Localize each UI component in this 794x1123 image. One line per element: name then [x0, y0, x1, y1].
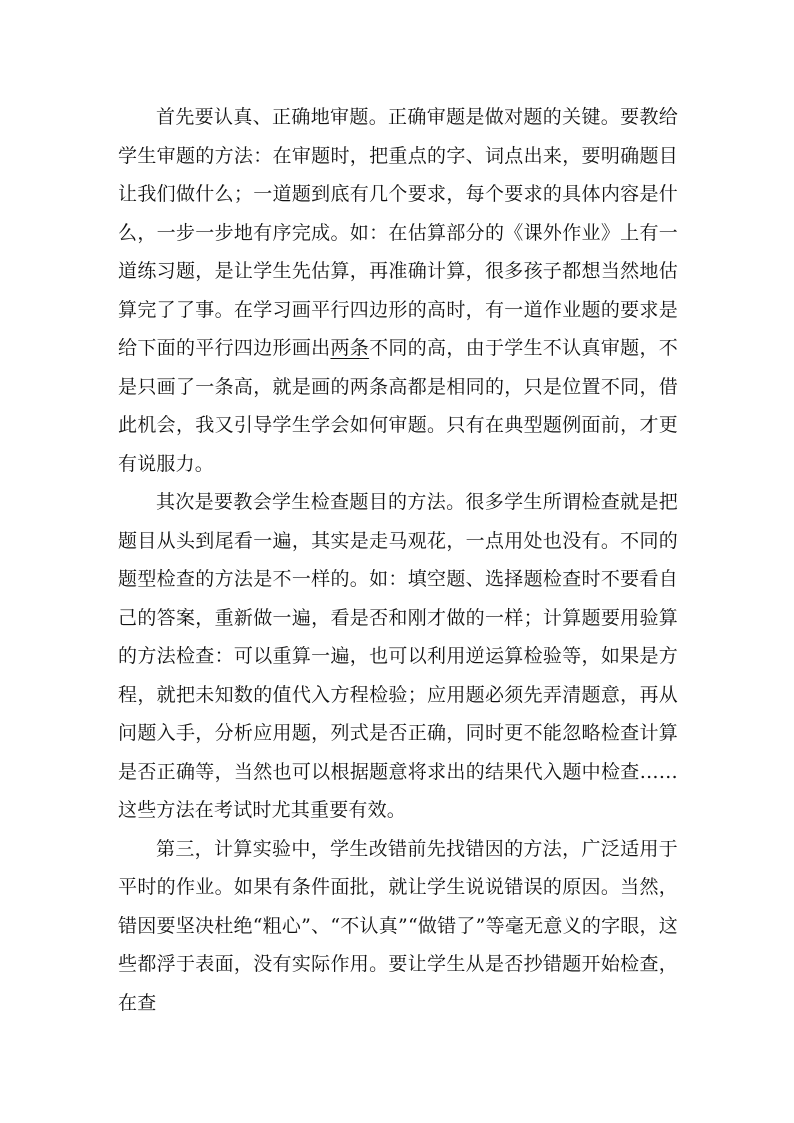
- paragraph-1-text-a: 首先要认真、正确地审题。正确审题是做对题的关键。要教给学生审题的方法：在审题时，把重点的字、词点出来，要明确题目让我们做什么；一道题到底有几个要求，每个要求的具体内容是什么，一步一步地有序完成。如：在估算部分的《课外作业》上有一道练习题，是让学生先估算，再准确计算，很多孩子都想当然地估算完了了事。在学习画平行四边形的高时，有一道作业题的要求是给下面的平行四边形画出: [118, 106, 678, 359]
- paragraph-3-text: 第三，计算实验中，学生改错前先找错因的方法，广泛适用于平时的作业。如果有条件面批，就让学生说说错误的原因。当然，错因要坚决杜绝“粗心”、“不认真”“做错了”等毫无意义的字眼，这些都浮于表面，没有实际作用。要让学生从是否抄错题开始检查，在查: [118, 837, 678, 1014]
- paragraph-3: [118, 830, 678, 1023]
- paragraph-1: [118, 98, 678, 483]
- paragraph-2: [118, 483, 678, 830]
- paragraph-1-text-b: 不同的高，由于学生不认真审题，不是只画了一条高，就是画的两条高都是相同的，只是位置不同，借此机会，我又引导学生学会如何审题。只有在典型题例面前，才更有说服力。: [118, 337, 679, 475]
- document-body: [118, 98, 678, 1022]
- paragraph-2-text: 其次是要教会学生检查题目的方法。很多学生所谓检查就是把题目从头到尾看一遍，其实是走马观花，一点用处也没有。不同的题型检查的方法是不一样的。如：填空题、选择题检查时不要看自己的答案，重新做一遍，看是否和刚才做的一样；计算题要用验算的方法检查：可以重算一遍，也可以利用逆运算检验等，如果是方程，就把未知数的值代入方程检验；应用题必须先弄清题意，再从问题入手，分析应用题，列式是否正确，同时更不能忽略检查计算是否正确等，当然也可以根据题意将求出的结果代入题中检查……这些方法在考试时尤其重要有效。: [118, 491, 678, 821]
- underlined-phrase: 两条: [330, 337, 370, 359]
